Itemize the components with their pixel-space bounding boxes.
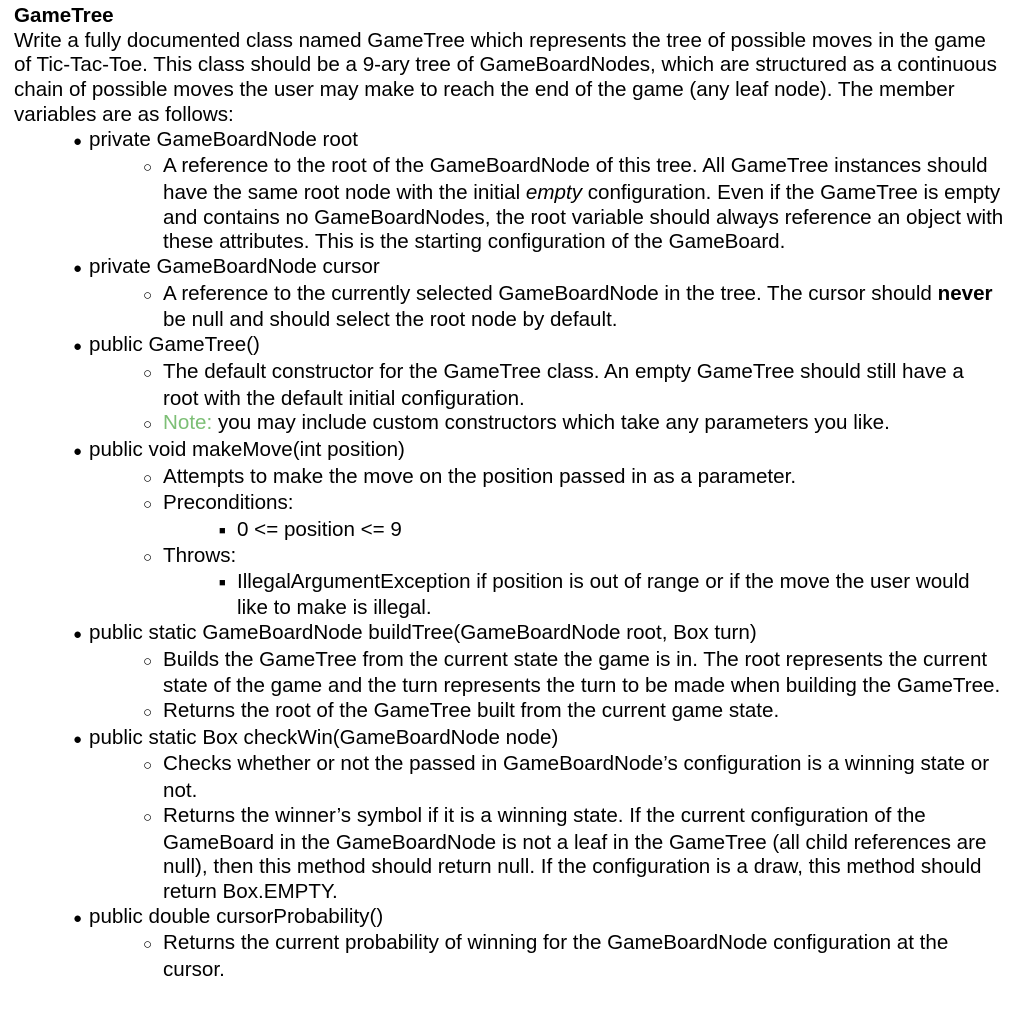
member-root-description (14, 154, 1004, 255)
member-checkwin-description (14, 752, 1004, 803)
member-cursor-description-strong: never (937, 281, 993, 305)
member-cursorprobability-returns (14, 931, 1004, 982)
member-constructor-note-text: you may include custom constructors which take any parameters you like. (212, 411, 890, 435)
member-makemove-preconditions-label (14, 491, 1004, 518)
member-constructor-signature (14, 333, 1004, 360)
throws-label-text: Throws: (163, 543, 237, 567)
member-cursor-signature (14, 255, 1004, 282)
member-checkwin-returns-text: Returns the winner’s symbol if it is a winning state. If the current configuration of the GameBoard in the GameBoardNode is not a leaf in the GameTree (all child references are null), then this method should return null. If the configuration is a draw, this method should return Box.EMPTY. (163, 803, 987, 903)
precondition-item-text: 0 <= position <= 9 (237, 518, 402, 542)
member-root-signature-text: private GameBoardNode root (89, 127, 359, 151)
member-checkwin-signature (14, 726, 1004, 753)
intro-paragraph: Write a fully documented class named GameTree which represents the tree of possible moves in the game of Tic-Tac-Toe. This class should be a 9-ary tree of GameBoardNodes, which are structured as a continuous chain of possible moves the user may make to reach the end of the game (any leaf node). The member variables are as follows: (14, 28, 997, 126)
member-makemove-throws-item (14, 570, 1004, 620)
member-makemove-signature (14, 438, 1004, 465)
member-buildtree-returns-text: Returns the root of the GameTree built from the current game state. (163, 698, 780, 722)
member-makemove-signature-text: public void makeMove(int position) (89, 437, 405, 461)
member-root-signature (14, 128, 1004, 155)
member-makemove-throws-label (14, 544, 1004, 571)
page-title: GameTree (14, 4, 114, 27)
member-cursorprobability-returns-text: Returns the current probability of winning for the GameBoardNode configuration at the cursor. (163, 931, 949, 982)
member-constructor-signature-text: public GameTree() (89, 333, 260, 357)
member-root-description-text-a: A reference to the root of the GameBoardNode of this tree. All GameTree instances should have the same root node with the initial (163, 154, 988, 204)
member-cursor-description-text-a: A reference to the currently selected GameBoardNode in the tree. The cursor should (163, 281, 938, 305)
member-constructor-description (14, 360, 1004, 411)
member-root-description-emphasis: empty (525, 180, 582, 204)
member-root-description-text-b: configuration. Even if the GameTree is empty and contains no GameBoardNodes, the root variable should always reference an object with these attributes. This is the starting configuration of the GameBoard. (163, 180, 1004, 254)
document (14, 4, 1004, 983)
throws-item-text: IllegalArgumentException if position is out of range or if the move the user would like to make is illegal. (237, 570, 970, 620)
preconditions-label-text: Preconditions: (163, 491, 294, 515)
member-constructor-note (14, 411, 1004, 438)
member-cursorprobability-signature-text: public double cursorProbability() (89, 904, 384, 928)
member-makemove-precondition-item (14, 518, 1004, 544)
member-cursor-description-text-b: be null and should select the root node by default. (163, 308, 618, 332)
member-checkwin-description-text: Checks whether or not the passed in GameBoardNode’s configuration is a winning state or not. (163, 752, 990, 803)
member-checkwin-signature-text: public static Box checkWin(GameBoardNode node) (89, 725, 559, 749)
member-cursor-signature-text: private GameBoardNode cursor (89, 255, 380, 279)
member-constructor-description-text: The default constructor for the GameTree class. An empty GameTree should still have a root with the default initial configuration. (163, 359, 964, 410)
member-makemove-description (14, 465, 1004, 492)
member-buildtree-signature (14, 621, 1004, 648)
member-makemove-description-text: Attempts to make the move on the position passed in as a parameter. (163, 464, 797, 488)
note-label: Note: (163, 411, 213, 435)
member-checkwin-returns (14, 804, 1004, 905)
member-buildtree-returns (14, 699, 1004, 726)
member-cursorprobability-signature (14, 905, 1004, 932)
member-cursor-description (14, 282, 1004, 333)
member-buildtree-description-text: Builds the GameTree from the current state the game is in. The root represents the current state of the game and the turn represents the turn to be made when building the GameTree. (163, 647, 1001, 698)
member-buildtree-description (14, 648, 1004, 699)
member-buildtree-signature-text: public static GameBoardNode buildTree(GameBoardNode root, Box turn) (89, 620, 757, 644)
